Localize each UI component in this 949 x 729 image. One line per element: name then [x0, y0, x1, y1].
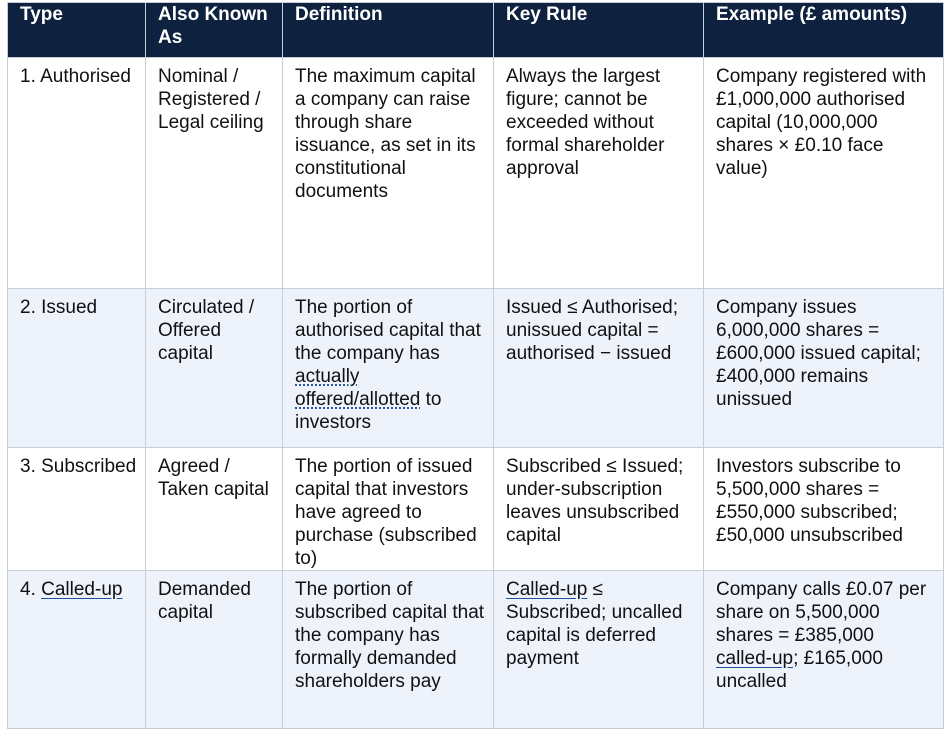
table-row	[8, 448, 944, 571]
cell-aka: Circulated / Offered capital	[146, 289, 283, 448]
definition-text: The portion of authorised capital that the company has	[295, 297, 481, 364]
cell-type: 2. Issued	[8, 289, 146, 448]
header-type: Type	[8, 3, 146, 58]
capital-types-table	[7, 2, 944, 729]
definition-underlined-term: actually offered/allotted	[295, 366, 421, 410]
example-text-end: ; £165,000 uncalled	[716, 648, 883, 692]
cell-rule: Issued ≤ Authorised; unissued capital = authorised − issued	[494, 289, 704, 448]
cell-type: 1. Authorised	[8, 58, 146, 289]
table-row	[8, 58, 944, 289]
cell-aka: Nominal / Registered / Legal ceiling	[146, 58, 283, 289]
table-row	[8, 289, 944, 448]
header-definition: Definition	[283, 3, 494, 58]
cell-example	[704, 571, 944, 729]
cell-definition: The portion of issued capital that investors have agreed to purchase (subscribed to)	[283, 448, 494, 571]
header-example: Example (£ amounts)	[704, 3, 944, 58]
example-underlined-term: called-up	[716, 648, 794, 669]
rule-underlined-term: Called-up	[506, 579, 588, 600]
cell-aka: Agreed / Taken capital	[146, 448, 283, 571]
cell-definition	[283, 289, 494, 448]
cell-rule: Subscribed ≤ Issued; under-subscription leaves unsubscribed capital	[494, 448, 704, 571]
definition-text-end: to investors	[295, 389, 442, 433]
header-key-rule: Key Rule	[494, 3, 704, 58]
cell-definition: The maximum capital a company can raise through share issuance, as set in its constitutional documents	[283, 58, 494, 289]
cell-example: Company registered with £1,000,000 authorised capital (10,000,000 shares × £0.10 face value)	[704, 58, 944, 289]
rule-text: ≤ Subscribed; uncalled capital is deferred payment	[506, 579, 683, 669]
example-text: Company calls £0.07 per share on 5,500,000 shares = £385,000	[716, 579, 927, 646]
cell-rule	[494, 571, 704, 729]
cell-aka: Demanded capital	[146, 571, 283, 729]
type-underlined-term: Called-up	[41, 579, 123, 600]
cell-example: Company issues 6,000,000 shares = £600,000 issued capital; £400,000 remains unissued	[704, 289, 944, 448]
type-number: 4.	[20, 579, 42, 600]
header-also-known-as: Also Known As	[146, 3, 283, 58]
cell-type	[8, 571, 146, 729]
table-row	[8, 571, 944, 729]
cell-example: Investors subscribe to 5,500,000 shares = £550,000 subscribed; £50,000 unsubscribed	[704, 448, 944, 571]
cell-definition: The portion of subscribed capital that the company has formally demanded shareholders pay	[283, 571, 494, 729]
header-row	[8, 3, 944, 58]
cell-rule: Always the largest figure; cannot be exceeded without formal shareholder approval	[494, 58, 704, 289]
cell-type: 3. Subscribed	[8, 448, 146, 571]
